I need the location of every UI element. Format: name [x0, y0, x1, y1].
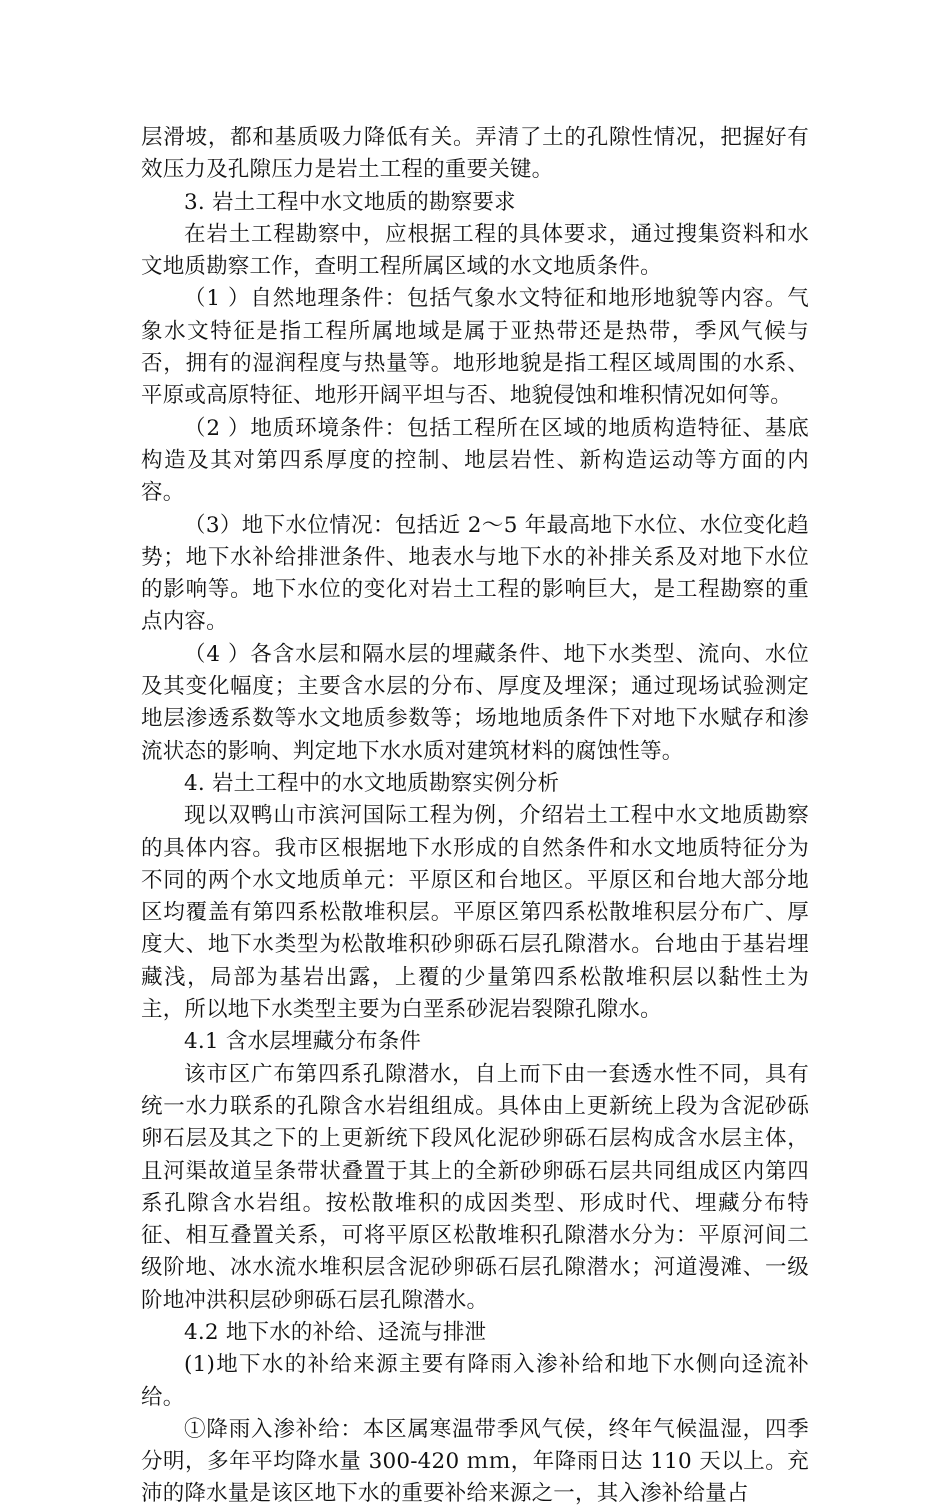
list-item-2: （2 ）地质环境条件：包括工程所在区域的地质构造特征、基底构造及其对第四系厚度的控制、地层岩性、新构造运动等方面的内容。: [141, 415, 809, 506]
subsection-heading-4-1: 4.1 含水层埋藏分布条件: [184, 1029, 422, 1055]
list-item-1: （1 ）自然地理条件：包括气象水文特征和地形地貌等内容。气象水文特征是指工程所属地域是属于亚热带还是热带，季风气候与否，拥有的湿润程度与热量等。地形地貌是指工程区域周围的水系、平原或高原特征、地形开阔平坦与否、地貌侵蚀和堆积情况如何等。: [141, 286, 809, 409]
list-item-4: （4 ）各含水层和隔水层的埋藏条件、地下水类型、流向、水位及其变化幅度；主要含水层的分布、厚度及埋深；通过现场试验测定地层渗透系数等水文地质参数等；场地地质条件下对地下水赋存和渗流状态的影响、判定地下水水质对建筑材料的腐蚀性等。: [141, 641, 809, 764]
paragraph: (1)地下水的补给来源主要有降雨入渗补给和地下水侧向迳流补给。: [141, 1352, 809, 1410]
paragraph: 现以双鸭山市滨河国际工程为例，介绍岩土工程中水文地质勘察的具体内容。我市区根据地下水形成的自然条件和水文地质特征分为不同的两个水文地质单元：平原区和台地区。平原区和台地大部分地区均覆盖有第四系松散堆积层。平原区第四系松散堆积层分布广、厚度大、地下水类型为松散堆积砂卵砾石层孔隙潜水。台地由于基岩埋藏浅，局部为基岩出露，上覆的少量第四系松散堆积层以黏性土为主，所以地下水类型主要为白垩系砂泥岩裂隙孔隙水。: [141, 803, 809, 1023]
paragraph: 该市区广布第四系孔隙潜水，自上而下由一套透水性不同，具有统一水力联系的孔隙含水岩组组成。具体由上更新统上段为含泥砂砾卵石层及其之下的上更新统下段风化泥砂卵砾石层构成含水层主体，且河渠故道呈条带状叠置于其上的全新砂卵砾石层共同组成区内第四系孔隙含水岩组。按松散堆积的成因类型、形成时代、埋藏分布特征、相互叠置关系，可将平原区松散堆积孔隙潜水分为：平原河间二级阶地、冰水流水堆积层含泥砂卵砾石层孔隙潜水；河道漫滩、一级阶地冲洪积层砂卵砾石层孔隙潜水。: [141, 1061, 809, 1313]
document-body: [141, 122, 809, 1511]
paragraph: 在岩土工程勘察中，应根据工程的具体要求，通过搜集资料和水文地质勘察工作，查明工程所属区域的水文地质条件。: [141, 221, 809, 280]
list-item-3: （3）地下水位情况：包括近 2～5 年最高地下水位、水位变化趋势；地下水补给排泄条件、地表水与地下水的补排关系及对地下水位的影响等。地下水位的变化对岩土工程的影响巨大，是工程勘察的重点内容。: [141, 512, 809, 635]
section-heading-3: 3. 岩土工程中水文地质的勘察要求: [184, 189, 516, 215]
paragraph: ①降雨入渗补给：本区属寒温带季风气侯，终年气候温湿，四季分明，多年平均降水量 300-420 ｍｍ，年降雨日达 110 天以上。充沛的降水量是该区地下水的重要补给来源之一，其入渗补给量占: [141, 1416, 809, 1507]
paragraph-continuation: 层滑坡，都和基质吸力降低有关。弄清了土的孔隙性情况，把握好有效压力及孔隙压力是岩土工程的重要关键。: [141, 125, 809, 183]
section-heading-4: 4. 岩土工程中的水文地质勘察实例分析: [184, 770, 560, 796]
subsection-heading-4-2: 4.2 地下水的补给、迳流与排泄: [184, 1319, 487, 1345]
